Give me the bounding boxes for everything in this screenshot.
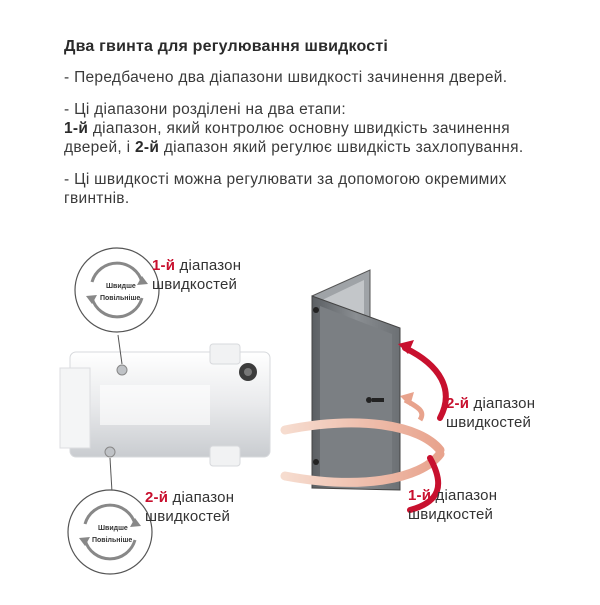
dial-top-slower: Повільніше — [100, 295, 141, 302]
door-illustration — [312, 270, 400, 490]
illustration — [0, 240, 600, 600]
range-2-emphasis: 2-й — [135, 139, 160, 156]
dial-bottom-faster: Швидше — [98, 525, 128, 532]
label-closer-range-2-text2: швидкостей — [145, 508, 231, 525]
label-door-range-2 — [446, 394, 535, 432]
label-closer-range-2-text: діапазон — [168, 489, 235, 506]
paragraph-adjust-screws: - Ці швидкості можна регулювати за допомогою окремимих гвинтнів. — [64, 171, 507, 207]
label-closer-range-2 — [145, 488, 234, 526]
label-door-range-1-text2: швидкостей — [408, 506, 494, 523]
label-door-range-2-text2: швидкостей — [446, 414, 532, 431]
label-closer-range-1 — [152, 256, 241, 294]
paragraph-ranges-split — [64, 100, 564, 157]
speed-dial-icon — [75, 248, 159, 364]
label-door-range-1-text: діапазон — [431, 487, 498, 504]
range-2-text: діапазон який регулює швидкість захлопування. — [159, 139, 524, 156]
label-door-range-2-num: 2-й — [446, 395, 470, 412]
label-door-range-1-num: 1-й — [408, 487, 432, 504]
paragraph-ranges-count: - Передбачено два діапазони швидкості зачинення дверей. — [64, 69, 508, 86]
label-closer-range-2-num: 2-й — [145, 489, 169, 506]
label-closer-range-1-text2: швидкостей — [152, 276, 238, 293]
paragraph-ranges-split-intro: - Ці діапазони розділені на два етапи: — [64, 101, 346, 118]
range-1-emphasis: 1-й — [64, 120, 89, 137]
label-door-range-2-text: діапазон — [469, 395, 536, 412]
label-closer-range-1-text: діапазон — [175, 257, 242, 274]
range-1-text: діапазон, який контролює основну швидкість зачинення дверей, і — [64, 120, 510, 156]
dial-bottom-slower: Повільніше — [92, 537, 133, 544]
description-block — [64, 38, 564, 221]
label-door-range-1 — [408, 486, 497, 524]
heading: Два гвинта для регулювання швидкості — [64, 38, 389, 55]
dial-top-faster: Швидше — [106, 283, 136, 290]
label-closer-range-1-num: 1-й — [152, 257, 176, 274]
door-closer-body — [60, 344, 270, 466]
closing-arc-arrow — [405, 348, 446, 418]
speed-dial-icon — [68, 458, 152, 574]
